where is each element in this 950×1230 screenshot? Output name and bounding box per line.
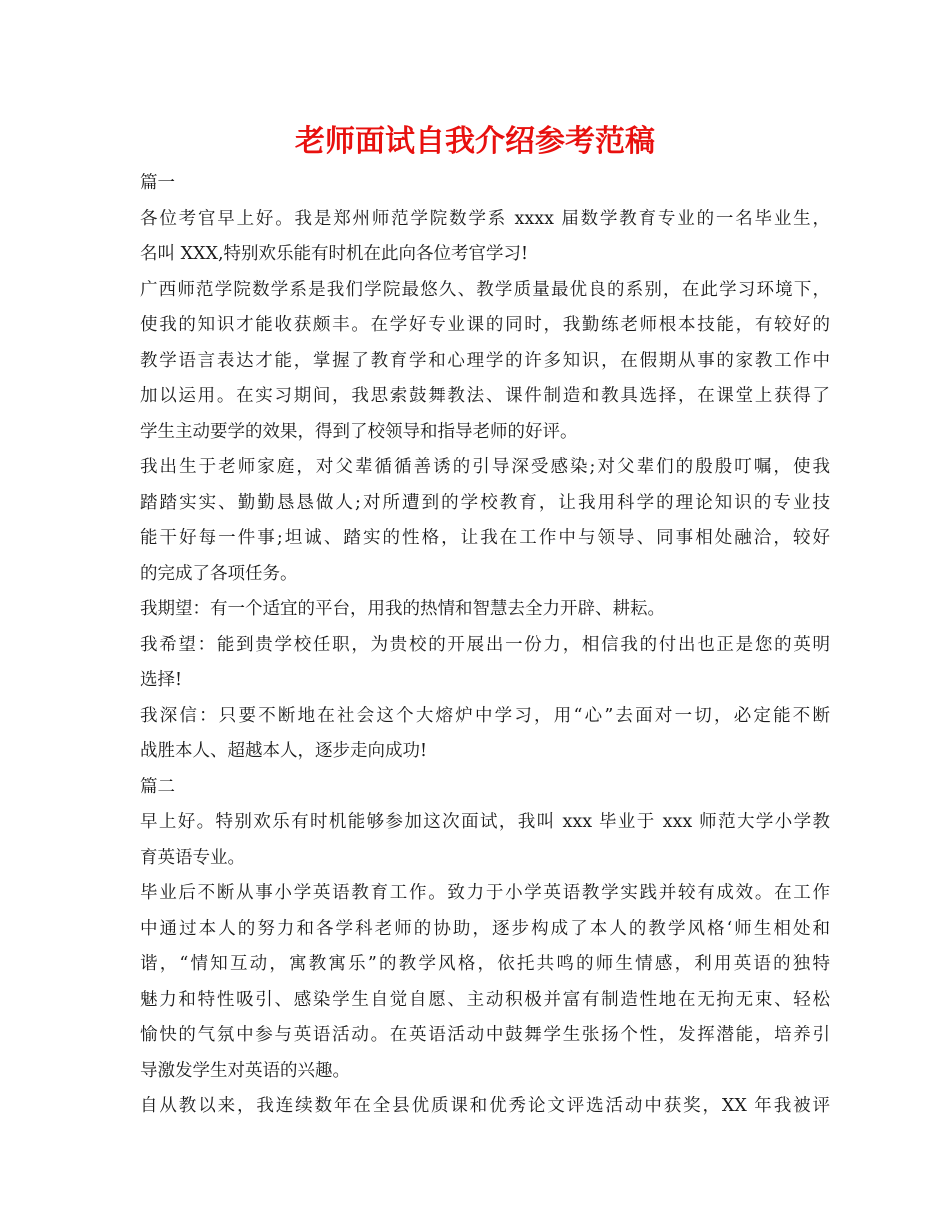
text-line: 我出生于老师家庭，对父辈循循善诱的引导深受感染;对父辈们的殷殷叮嘱，使我 <box>140 457 830 477</box>
text-line: 早上好。特别欢乐有时机能够参加这次面试，我叫 xxx 毕业于 xxx 师范大学小学教 <box>140 812 830 832</box>
text-line: 战胜本人、超越本人，逐步走向成功! <box>140 741 428 761</box>
document-body <box>140 166 830 1125</box>
text-line: 广西师范学院数学系是我们学院最悠久、教学质量最优良的系别，在此学习环境下， <box>140 279 830 300</box>
text-line: 我深信：只要不断地在社会这个大熔炉中学习，用“心”去面对一切，必定能不断 <box>140 705 830 726</box>
text-line: 中通过本人的努力和各学科老师的协助，逐步构成了本人的教学风格‘师生相处和 <box>140 918 830 939</box>
text-line: 踏踏实实、勤勤恳恳做人;对所遭到的学校教育，让我用科学的理论知识的专业技 <box>140 492 830 513</box>
text-line: 篇二 <box>140 776 175 797</box>
text-line: 导激发学生对英语的兴趣。 <box>140 1060 350 1081</box>
text-line: 的完成了各项任务。 <box>140 563 298 584</box>
text-line: 育英语专业。 <box>140 847 245 868</box>
text-line: 使我的知识才能收获颇丰。在学好专业课的同时，我勤练老师根本技能，有较好的 <box>140 315 830 335</box>
text-line: 毕业后不断从事小学英语教育工作。致力于小学英语教学实践并较有成效。在工作 <box>140 883 830 903</box>
text-line: 自从教以来，我连续数年在全县优质课和优秀论文评选活动中获奖，XX 年我被评 <box>140 1096 830 1116</box>
text-line: 加以运用。在实习期间，我思索鼓舞教法、课件制造和教具选择，在课堂上获得了 <box>140 386 830 406</box>
text-line: 学生主动要学的效果，得到了校领导和指导老师的好评。 <box>140 421 578 442</box>
text-line: 我希望：能到贵学校任职，为贵校的开展出一份力，相信我的付出也正是您的英明 <box>140 634 830 655</box>
text-line: 各位考官早上好。我是郑州师范学院数学系 xxxx 届数学教育专业的一名毕业生， <box>140 208 830 229</box>
text-line: 愉快的气氛中参与英语活动。在英语活动中鼓舞学生张扬个性，发挥潜能，培养引 <box>140 1025 830 1045</box>
text-line: 能干好每一件事;坦诚、踏实的性格，让我在工作中与领导、同事相处融洽，较好 <box>140 528 830 548</box>
text-line: 名叫 XXX,特别欢乐能有时机在此向各位考官学习! <box>140 244 529 264</box>
document-title: 老师面试自我介绍参考范稿 <box>295 124 655 159</box>
text-line: 魅力和特性吸引、感染学生自觉自愿、主动积极并富有制造性地在无拘无束、轻松 <box>140 989 830 1010</box>
text-line: 我期望：有一个适宜的平台，用我的热情和智慧去全力开辟、耕耘。 <box>140 599 665 619</box>
text-line: 教学语言表达才能，掌握了教育学和心理学的许多知识，在假期从事的家教工作中 <box>140 350 830 371</box>
text-line: 选择! <box>140 670 183 690</box>
text-line: 谐，“情知互动，寓教寓乐”的教学风格，依托共鸣的师生情感，利用英语的独特 <box>140 954 830 974</box>
text-line: 篇一 <box>140 173 175 193</box>
